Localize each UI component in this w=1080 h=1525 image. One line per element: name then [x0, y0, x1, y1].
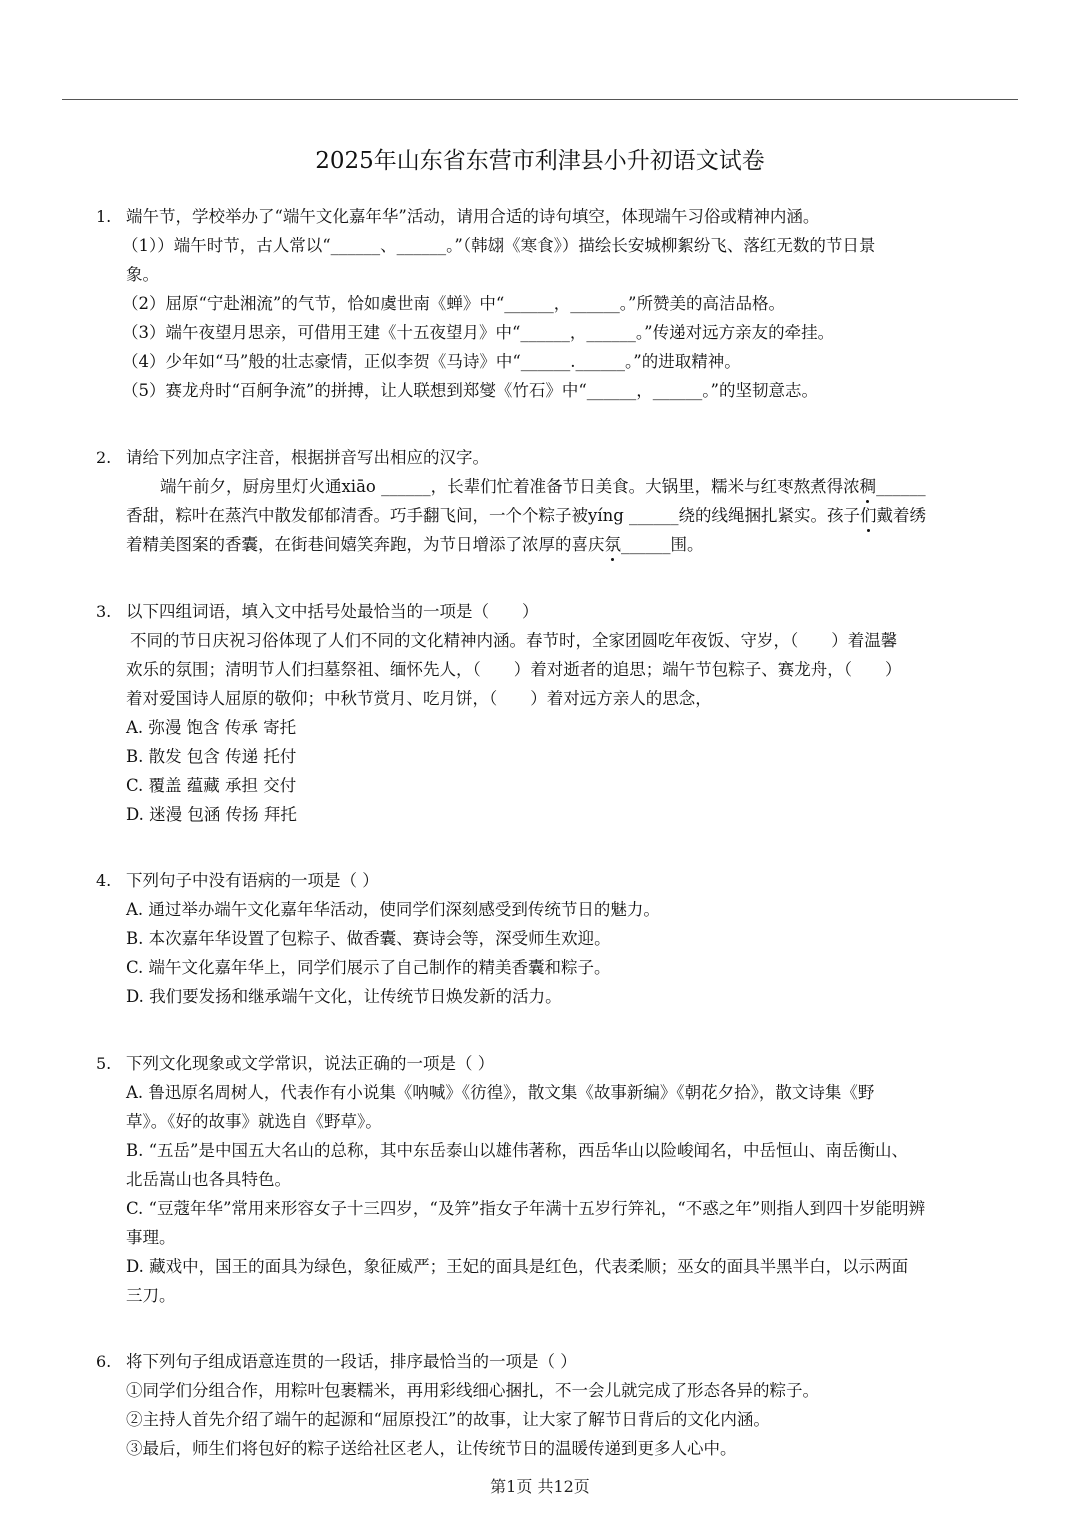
- sub-question-4: （4）少年如“马”般的壮志豪情，正似李贺《马诗》中“______.______。”的进取精神。: [122, 352, 741, 371]
- question-number: 1.: [96, 207, 112, 226]
- option-c-continued: 事理。: [126, 1228, 176, 1247]
- sentence-2: ②主持人首先介绍了端午的起源和“屈原投江”的故事，让大家了解节日背后的文化内涵。: [126, 1410, 770, 1429]
- passage-line-1: [126, 472, 1040, 501]
- question-body: [122, 202, 1040, 405]
- question-body: [126, 597, 1040, 829]
- option-c: C. 端午文化嘉年华上，同学们展示了自己制作的精美香囊和粽子。: [126, 958, 611, 977]
- option-a: A. 通过举办端午文化嘉年华活动，使同学们深刻感受到传统节日的魅力。: [126, 900, 660, 919]
- question-number: 6.: [96, 1352, 112, 1371]
- passage-text: 香甜，粽叶在蒸汽中散发郁郁清香。巧手翻飞间，一个个粽子被yíng ______绕的线绳捆扎紧实。孩子: [126, 506, 861, 525]
- exam-title: 2025年山东省东营市利津县小升初语文试卷: [315, 148, 765, 174]
- option-a-continued: 草》。《好的故事》就选自《野草》。: [126, 1112, 382, 1131]
- question-stem: 下列句子中没有语病的一项是（ ）: [126, 871, 379, 890]
- question-stem: 请给下列加点字注音，根据拼音写出相应的汉字。: [126, 448, 489, 467]
- option-d: D. 我们要发扬和继承端午文化，让传统节日焕发新的活力。: [126, 987, 562, 1006]
- sub-question-2: （2）屈原“宁赴湘流”的气节，恰如虞世南《蝉》中“______，______。”所赞美的高洁品格。: [122, 294, 785, 313]
- option-d-continued: 三刀。: [126, 1286, 176, 1305]
- answer-blank: ______: [876, 477, 926, 496]
- option-d: D. 迷漫 包涵 传扬 拜托: [126, 805, 297, 824]
- dotted-character: 稠: [859, 477, 877, 496]
- question-stem: 下列文化现象或文学常识，说法正确的一项是（ ）: [126, 1054, 495, 1073]
- option-a: A. 弥漫 饱含 传承 寄托: [126, 718, 297, 737]
- option-b-continued: 北岳嵩山也各具特色。: [126, 1170, 291, 1189]
- passage-line-3: 着对爱国诗人屈原的敬仰；中秋节赏月、吃月饼，（ ）着对远方亲人的思念，: [126, 689, 712, 708]
- page-number: 第1页 共12页: [490, 1477, 590, 1496]
- question-body: [126, 866, 1040, 1011]
- answer-blank: ______围。: [621, 535, 704, 554]
- dotted-character: 氛: [604, 535, 621, 554]
- question-number: 3.: [96, 602, 112, 621]
- passage-line-3: [126, 530, 1040, 559]
- question-stem: 端午节，学校举办了“端午文化嘉年华”活动，请用合适的诗句填空，体现端午习俗或精神内涵。: [126, 207, 820, 226]
- question-number: 4.: [96, 871, 112, 890]
- passage-line-2: [126, 501, 1040, 530]
- question-body: [126, 443, 1040, 559]
- option-c: C. 覆盖 蕴藏 承担 交付: [126, 776, 297, 795]
- option-d: D. 藏戏中，国王的面具为绿色，象征威严；王妃的面具是红色，代表柔顺；巫女的面具半黑半白，以示两面: [126, 1257, 909, 1276]
- sub-question-1-continued: 象。: [126, 265, 159, 284]
- question-stem: 将下列句子组成语意连贯的一段话，排序最恰当的一项是（ ）: [126, 1352, 577, 1371]
- passage-line-1: 不同的节日庆祝习俗体现了人们不同的文化精神内涵。春节时，全家团圆吃年夜饭、守岁，（ ）着温馨: [130, 631, 898, 650]
- option-b: B. “五岳”是中国五大名山的总称，其中东岳泰山以雄伟著称，西岳华山以险峻闻名，中岳恒山、南岳衡山、: [126, 1141, 908, 1160]
- question-number: 2.: [96, 448, 112, 467]
- passage-text: 端午前夕，厨房里灯火通xiāo ______，长辈们忙着准备节日美食。大锅里，糯米与红枣熬煮得浓: [160, 477, 860, 496]
- option-b: B. 散发 包含 传递 托付: [126, 747, 297, 766]
- sub-question-5: （5）赛龙舟时“百舸争流”的拼搏，让人联想到郑燮《竹石》中“______，______。”的坚韧意志。: [122, 381, 818, 400]
- passage-line-2: 欢乐的氛围；清明节人们扫墓祭祖、缅怀先人，（ ）着对逝者的追思；端午节包粽子、赛龙舟，（ ）: [126, 660, 902, 679]
- question-body: [126, 1049, 1040, 1310]
- dotted-character: 们: [860, 506, 877, 525]
- question-number: 5.: [96, 1054, 112, 1073]
- sub-question-1: （1））端午时节，古人常以“______、______。”（韩翃《寒食》）描绘长安城柳絮纷飞、落红无数的节日景: [122, 236, 876, 255]
- option-c: C. “豆蔻年华”常用来形容女子十三四岁，“及笄”指女子年满十五岁行笄礼，“不惑之年”则指人到四十岁能明辨: [126, 1199, 926, 1218]
- sentence-3: ③最后，师生们将包好的粽子送给社区老人，让传统节日的温暖传递到更多人心中。: [126, 1439, 737, 1458]
- sentence-1: ①同学们分组合作，用粽叶包裹糯米，再用彩线细心捆扎，不一会儿就完成了形态各异的粽子。: [126, 1381, 819, 1400]
- question-stem: 以下四组词语，填入文中括号处最恰当的一项是（ ）: [126, 602, 539, 621]
- sub-question-3: （3）端午夜望月思亲，可借用王建《十五夜望月》中“______，______。”传递对远方亲友的牵挂。: [122, 323, 835, 342]
- passage-text: 着精美图案的香囊，在街巷间嬉笑奔跑，为节日增添了浓厚的喜庆: [126, 535, 605, 554]
- option-a: A. 鲁迅原名周树人，代表作有小说集《呐喊》《彷徨》，散文集《故事新编》《朝花夕拾》，散文诗集《野: [126, 1083, 875, 1102]
- passage-text: 戴着绣: [876, 506, 927, 525]
- option-b: B. 本次嘉年华设置了包粽子、做香囊、赛诗会等，深受师生欢迎。: [126, 929, 611, 948]
- question-body: [126, 1347, 1040, 1463]
